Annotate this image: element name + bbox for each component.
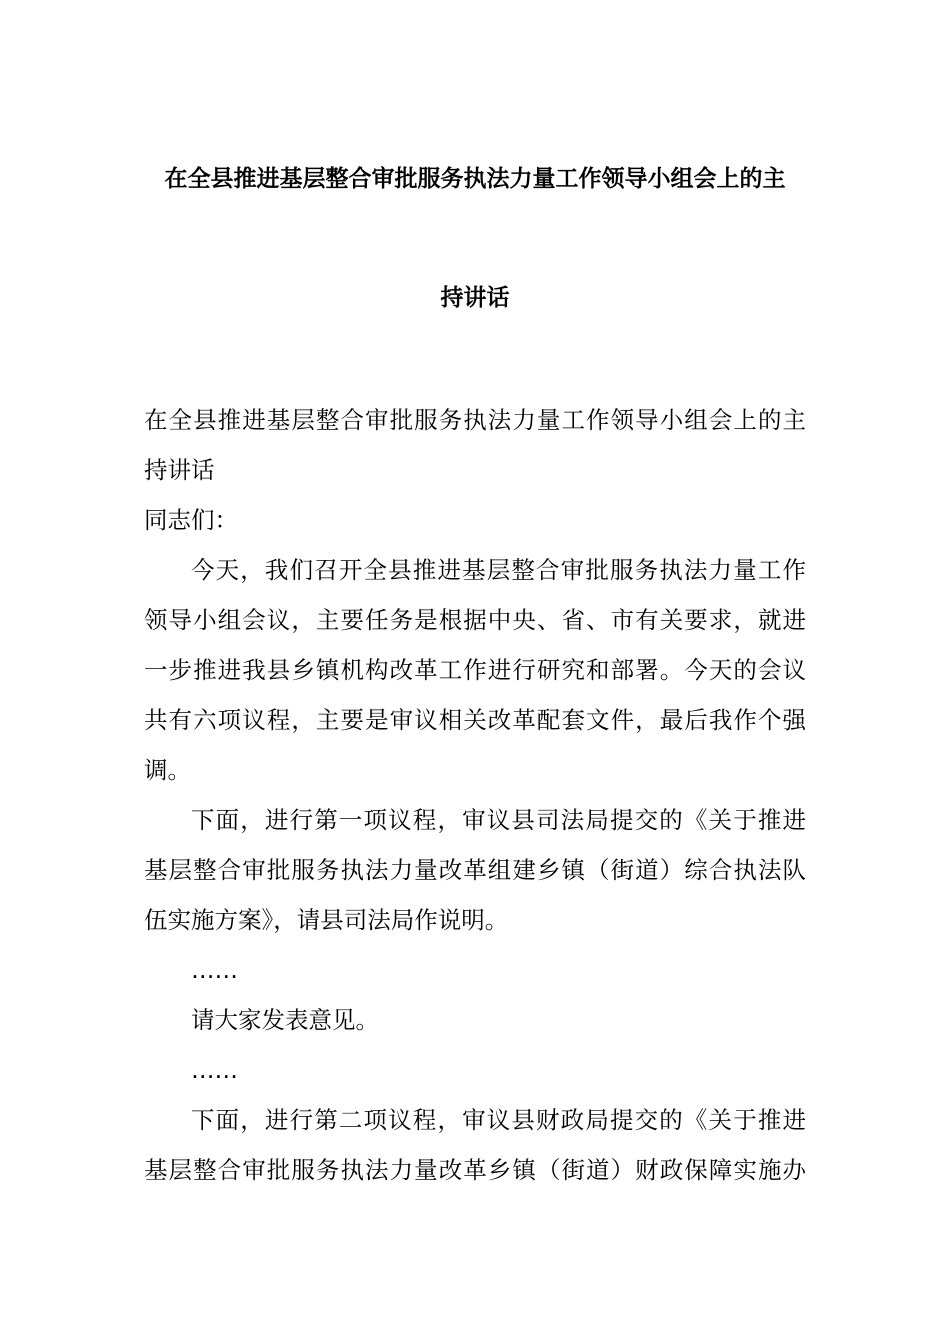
body-text-line: 一步推进我县乡镇机构改革工作进行研究和部署。今天的会议 — [144, 656, 806, 684]
body-text-line: 今天，我们召开全县推进基层整合审批服务执法力量工作 — [191, 556, 806, 584]
body-text-line: 基层整合审批服务执法力量改革乡镇（街道）财政保障实施办 — [144, 1156, 806, 1184]
document-title-line-1: 在全县推进基层整合审批服务执法力量工作领导小组会上的主 — [164, 166, 786, 192]
body-text-line: 同志们： — [144, 506, 238, 534]
body-text-line: 调。 — [144, 756, 191, 784]
body-text-line: 共有六项议程，主要是审议相关改革配套文件，最后我作个强 — [144, 706, 806, 734]
document-body — [144, 395, 806, 1195]
body-text-line: …… — [191, 1056, 238, 1084]
body-text-line: 领导小组会议，主要任务是根据中央、省、市有关要求，就进 — [144, 606, 806, 634]
body-text-line: 持讲话 — [144, 456, 215, 484]
body-text-line: 下面，进行第二项议程，审议县财政局提交的《关于推进 — [191, 1106, 806, 1134]
body-text-line: 下面，进行第一项议程，审议县司法局提交的《关于推进 — [191, 806, 806, 834]
document-title-line-2: 持讲话 — [440, 285, 510, 311]
body-text-line: 在全县推进基层整合审批服务执法力量工作领导小组会上的主 — [144, 406, 806, 434]
body-text-line: 基层整合审批服务执法力量改革组建乡镇（街道）综合执法队 — [144, 856, 806, 884]
body-text-line: 请大家发表意见。 — [191, 1006, 379, 1034]
body-text-line: …… — [191, 956, 238, 984]
body-text-line: 伍实施方案》，请县司法局作说明。 — [144, 906, 509, 934]
